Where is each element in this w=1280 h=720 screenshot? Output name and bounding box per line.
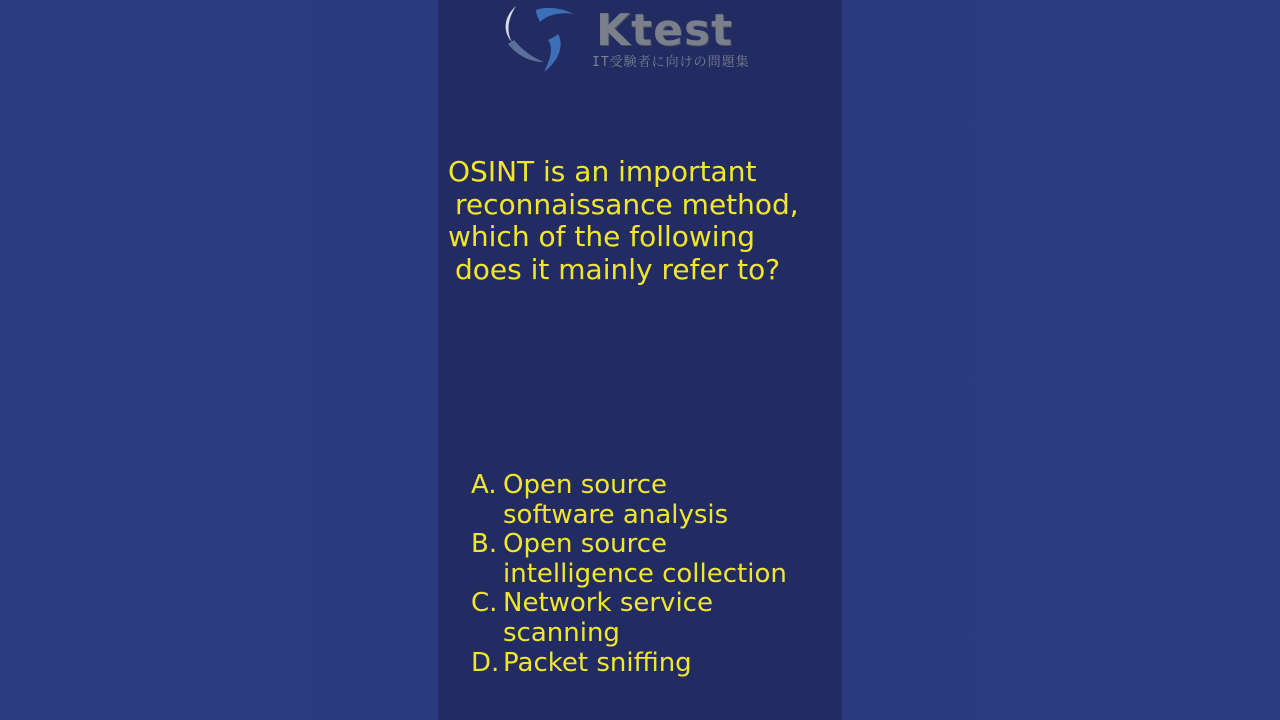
option-a [471, 471, 836, 530]
option-line: Open source [503, 529, 668, 560]
option-line: scanning [503, 617, 620, 648]
question-text [448, 156, 838, 286]
option-text [503, 471, 728, 530]
option-letter: D. [471, 647, 500, 678]
option-b [471, 530, 836, 589]
logo-tagline: IT受験者に向けの問題集 [592, 55, 750, 70]
question-line: reconnaissance method, [455, 187, 799, 221]
option-line: Packet sniffing [503, 647, 692, 678]
option-text [503, 649, 692, 679]
answer-options [471, 471, 836, 678]
option-c [471, 589, 836, 648]
video-panel [438, 0, 842, 720]
option-letter: B. [471, 529, 498, 560]
option-text [503, 530, 787, 589]
option-line: Network service [503, 588, 713, 619]
right-background [842, 0, 1280, 720]
question-line: does it mainly refer to? [455, 252, 781, 286]
option-text [503, 589, 713, 648]
option-d [471, 649, 836, 679]
option-line: intelligence collection [503, 558, 787, 589]
question-line: which of the following [448, 220, 756, 253]
question-line: OSINT is an important [448, 155, 757, 188]
swirl-logo-icon [500, 4, 578, 74]
option-line: Open source [503, 470, 668, 500]
left-background [0, 0, 438, 720]
logo-wordmark: Ktest [596, 5, 734, 56]
option-letter: A. [471, 470, 497, 500]
ktest-logo [500, 4, 780, 76]
option-letter: C. [471, 588, 498, 619]
option-line: software analysis [503, 499, 729, 530]
